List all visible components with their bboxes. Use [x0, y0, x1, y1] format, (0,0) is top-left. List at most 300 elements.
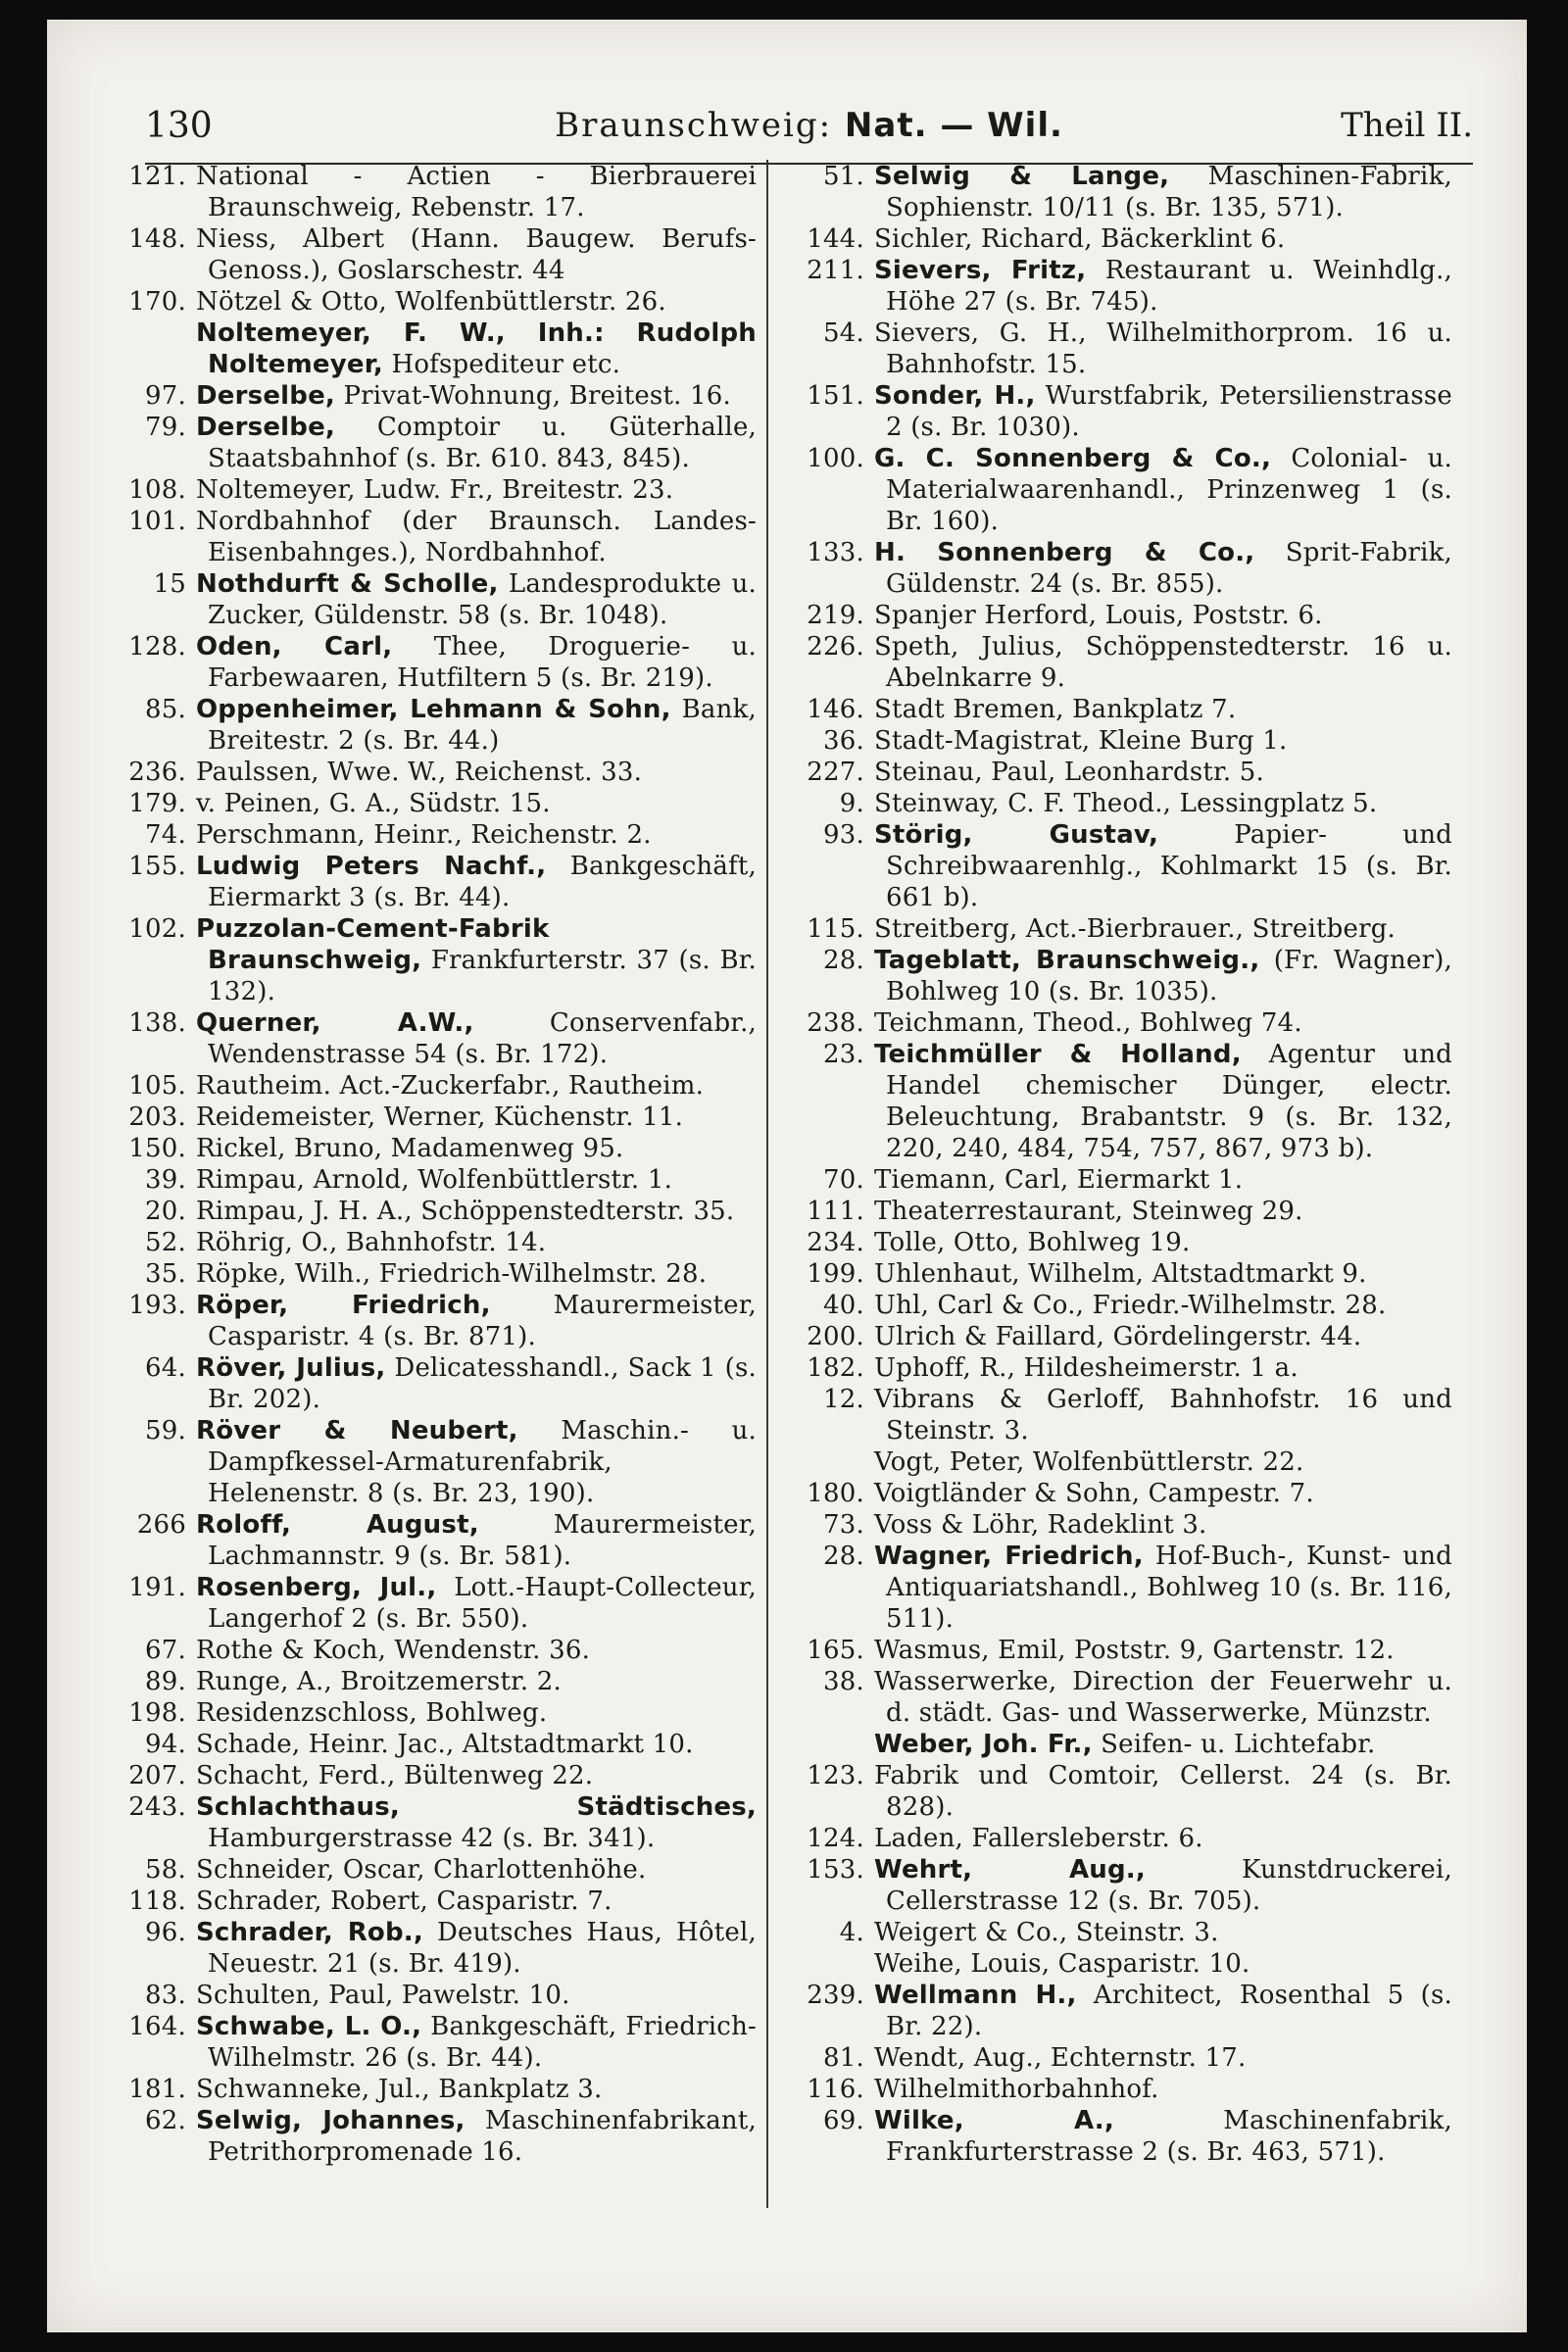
entry-text — [196, 2074, 757, 2105]
entry-number: 105. — [128, 1071, 186, 1101]
entry-name: Schrader, Rob., — [196, 1918, 423, 1947]
entry-details: Bankgeschäft, Friedrich-Wilhelmstr. 26 (s. Br. 44). — [208, 2012, 757, 2073]
directory-entry — [776, 1823, 1452, 1854]
entry-details: Uhlenhaut, Wilhelm, Altstadtmarkt 9. — [874, 1259, 1367, 1289]
directory-entry — [98, 1102, 757, 1133]
entry-text — [874, 1823, 1452, 1854]
entry-details: Rautheim. Act.-Zuckerfabr., Rautheim. — [196, 1071, 705, 1101]
directory-entry — [776, 1352, 1452, 1384]
directory-entry — [98, 1886, 757, 1917]
entry-name: Nothdurft & Scholle, — [196, 569, 499, 599]
entry-details: Schacht, Ferd., Bültenweg 22. — [196, 1761, 594, 1790]
entry-number — [776, 1729, 874, 1760]
entry-text — [874, 1352, 1452, 1384]
entry-name: Noltemeyer, F. W., Inh.: Rudolph Noltemeyer, — [196, 318, 757, 379]
directory-entry — [98, 1070, 757, 1102]
entry-number: 198. — [128, 1698, 186, 1728]
entry-name: Röper, Friedrich, — [196, 1291, 491, 1320]
right-column — [776, 161, 1452, 2168]
entry-text — [874, 1290, 1452, 1321]
entry-number: 96. — [145, 1918, 186, 1947]
entry-text — [874, 631, 1452, 694]
entry-details: Nötzel & Otto, Wolfenbüttlerstr. 26. — [196, 287, 666, 317]
entry-text — [196, 286, 757, 318]
entry-details: Residenzschloss, Bohlweg. — [196, 1698, 548, 1728]
entry-name: Sonder, H., — [874, 381, 1036, 411]
entry-number: 199. — [807, 1259, 864, 1289]
directory-entry — [776, 1980, 1452, 2042]
entry-number: 155. — [128, 852, 186, 881]
entry-number: 81. — [823, 2043, 864, 2073]
entry-details: Rimpau, Arnold, Wolfenbüttlerstr. 1. — [196, 1165, 673, 1195]
entry-details: Schade, Heinr. Jac., Altstadtmarkt 10. — [196, 1730, 694, 1759]
directory-entry — [98, 161, 757, 223]
directory-entry — [98, 1854, 757, 1886]
entry-name: Störig, Gustav, — [874, 820, 1159, 850]
entry-text — [196, 1760, 757, 1791]
directory-entry — [776, 1321, 1452, 1352]
entry-details: Steinau, Paul, Leonhardstr. 5. — [874, 758, 1264, 787]
entry-number: 93. — [823, 820, 864, 850]
entry-name: Selwig & Lange, — [874, 162, 1170, 191]
directory-entry — [98, 412, 757, 474]
running-title — [145, 106, 1473, 145]
entry-text — [874, 1321, 1452, 1352]
entry-details: Conservenfabr., Wendenstrasse 54 (s. Br. 172). — [208, 1008, 757, 1069]
entry-details: Hofspediteur etc. — [391, 350, 621, 379]
directory-entry — [776, 2074, 1452, 2105]
entry-number: 94. — [145, 1730, 186, 1759]
directory-entry — [776, 1164, 1452, 1196]
entry-number: 121. — [128, 162, 186, 191]
entry-number: 151. — [807, 381, 864, 411]
entry-name: Puzzolan-Cement-Fabrik Braunschweig, — [196, 914, 550, 975]
entry-number: 144. — [807, 224, 864, 254]
entry-text — [196, 223, 757, 286]
entry-details: Schwanneke, Jul., Bankplatz 3. — [196, 2075, 603, 2104]
entry-text — [196, 851, 757, 913]
directory-entry — [98, 2011, 757, 2074]
entry-number: 170. — [128, 287, 186, 317]
entry-number: 219. — [807, 601, 864, 630]
entry-name: Schlachthaus, Städtisches, — [196, 1792, 757, 1822]
entry-details: Maschinenfabrikant, Petrithorpromenade 16. — [208, 2106, 757, 2167]
entry-name: Tageblatt, Braunschweig., — [874, 946, 1260, 975]
entry-text — [196, 2011, 757, 2074]
entry-details: Tiemann, Carl, Eiermarkt 1. — [874, 1165, 1244, 1195]
directory-entry — [98, 506, 757, 568]
entry-text — [196, 1509, 757, 1572]
entry-number: 51. — [823, 162, 864, 191]
entry-text — [874, 223, 1452, 255]
entry-number: 9. — [839, 789, 864, 818]
entry-text — [874, 1635, 1452, 1666]
entry-text — [874, 1948, 1452, 1980]
entry-details: Privat-Wohnung, Breitest. 16. — [343, 381, 731, 411]
directory-entry — [98, 1729, 757, 1760]
entry-text — [196, 913, 757, 1007]
entry-text — [874, 1854, 1452, 1917]
entry-number: 111. — [807, 1197, 864, 1226]
entry-number: 180. — [807, 1479, 864, 1508]
directory-entry — [776, 913, 1452, 945]
entry-number: 207. — [128, 1761, 186, 1790]
directory-entry — [776, 1854, 1452, 1917]
directory-entry — [98, 1290, 757, 1352]
entry-number: 165. — [807, 1636, 864, 1665]
directory-entry — [98, 1133, 757, 1164]
entry-text — [196, 1164, 757, 1196]
entry-text — [874, 318, 1452, 380]
entry-details: Agentur und Handel chemischer Dünger, electr. Beleuchtung, Brabantstr. 9 (s. Br. 132, 220, 240, 484, 754, 757, 867, 973 b). — [886, 1040, 1452, 1163]
entry-details: Tolle, Otto, Bohlweg 19. — [874, 1228, 1191, 1257]
directory-entry — [776, 1541, 1452, 1635]
directory-entry — [776, 1290, 1452, 1321]
entry-number: 238. — [807, 1008, 864, 1038]
entry-text — [874, 1007, 1452, 1039]
directory-entry — [776, 757, 1452, 788]
entry-text — [874, 2074, 1452, 2105]
directory-entry — [776, 600, 1452, 631]
entry-number: 191. — [128, 1573, 186, 1602]
entry-details: Laden, Fallersleberstr. 6. — [874, 1824, 1203, 1853]
entry-number: 85. — [145, 695, 186, 724]
entry-name: Röver, Julius, — [196, 1353, 386, 1383]
entry-number: 203. — [128, 1102, 186, 1132]
entry-details: Bank, Breitestr. 2 (s. Br. 44.) — [208, 695, 757, 756]
entry-name: Ludwig Peters Nachf., — [196, 852, 547, 881]
entry-number: 23. — [823, 1040, 864, 1069]
directory-entry — [98, 851, 757, 913]
entry-details: Seifen- u. Lichtefabr. — [1101, 1730, 1376, 1759]
entry-text — [196, 1980, 757, 2011]
entry-text — [196, 1227, 757, 1258]
directory-entry — [98, 474, 757, 506]
entry-details: Deutsches Haus, Hôtel, Neuestr. 21 (s. Br. 419). — [208, 1918, 757, 1979]
directory-entry — [98, 380, 757, 412]
entry-details: Perschmann, Heinr., Reichenstr. 2. — [196, 820, 652, 850]
entry-details: Weihe, Louis, Casparistr. 10. — [874, 1949, 1250, 1979]
alphabet-range: Nat. — Wil. — [844, 106, 1063, 145]
entry-details: Stadt Bremen, Bankplatz 7. — [874, 695, 1237, 724]
entry-details: Wasserwerke, Direction der Feuerwehr u. d. städt. Gas- und Wasserwerke, Münzstr. — [874, 1667, 1452, 1728]
entry-number: 89. — [145, 1667, 186, 1696]
entry-text — [196, 1133, 757, 1164]
entry-text — [874, 2105, 1452, 2168]
entry-text — [196, 1791, 757, 1854]
entry-details: Sievers, G. H., Wilhelmithorprom. 16 u. Bahnhofstr. 15. — [874, 318, 1452, 379]
entry-number: 124. — [807, 1824, 864, 1853]
entry-number: 108. — [128, 475, 186, 505]
entry-number: 118. — [128, 1886, 186, 1916]
entry-number: 28. — [823, 946, 864, 975]
entry-name: Schwabe, L. O., — [196, 2012, 422, 2041]
entry-text — [196, 1666, 757, 1697]
directory-entry — [98, 631, 757, 694]
entry-name: Derselbe, — [196, 413, 335, 442]
entry-number: 234. — [807, 1228, 864, 1257]
entry-details: Thee, Droguerie- u. Farbewaaren, Hutfiltern 5 (s. Br. 219). — [208, 632, 757, 693]
entry-text — [874, 819, 1452, 913]
entry-number: 62. — [145, 2106, 186, 2135]
entry-text — [874, 600, 1452, 631]
entry-number: 153. — [807, 1855, 864, 1885]
entry-details: Wasmus, Emil, Poststr. 9, Gartenstr. 12. — [874, 1636, 1395, 1665]
directory-entry — [776, 1446, 1452, 1478]
entry-details: Schrader, Robert, Casparistr. 7. — [196, 1886, 612, 1916]
directory-entry — [98, 694, 757, 757]
entry-number — [98, 318, 196, 380]
entry-text — [874, 1478, 1452, 1509]
directory-entry — [776, 1917, 1452, 1948]
entry-number: 40. — [823, 1291, 864, 1320]
entry-text — [874, 2042, 1452, 2074]
entry-text — [874, 1541, 1452, 1635]
entry-text — [196, 631, 757, 694]
entry-number: 227. — [807, 758, 864, 787]
entry-name: Wagner, Friedrich, — [874, 1542, 1144, 1571]
directory-entry — [776, 694, 1452, 725]
entry-text — [874, 255, 1452, 318]
entry-text — [874, 945, 1452, 1007]
directory-entry — [776, 537, 1452, 600]
entry-text — [196, 1290, 757, 1352]
directory-entry — [776, 1007, 1452, 1039]
entry-number: 226. — [807, 632, 864, 662]
entry-text — [196, 1917, 757, 1980]
entry-text — [196, 1102, 757, 1133]
directory-entry — [776, 788, 1452, 819]
entry-details: Sichler, Richard, Bäckerklint 6. — [874, 224, 1286, 254]
entry-text — [196, 1352, 757, 1415]
entry-details: Ulrich & Faillard, Gördelingerstr. 44. — [874, 1322, 1362, 1351]
entry-details: Sprit-Fabrik, Güldenstr. 24 (s. Br. 855). — [886, 538, 1453, 599]
entry-number: 70. — [823, 1165, 864, 1195]
directory-entry — [776, 1478, 1452, 1509]
entry-text — [196, 694, 757, 757]
directory-entry — [98, 1635, 757, 1666]
directory-entry — [98, 568, 757, 631]
entry-text — [874, 788, 1452, 819]
entry-name: Roloff, August, — [196, 1510, 479, 1540]
entry-number — [776, 1446, 874, 1478]
entry-text — [196, 1070, 757, 1102]
entry-number: 54. — [823, 318, 864, 348]
entry-details: Restaurant u. Weinhdlg., Höhe 27 (s. Br. 745). — [886, 256, 1452, 317]
entry-text — [196, 1007, 757, 1070]
entry-number: 102. — [128, 914, 186, 944]
entry-details: Landesprodukte u. Zucker, Güldenstr. 58 (s. Br. 1048). — [208, 569, 757, 630]
directory-entry — [776, 1196, 1452, 1227]
entry-name: Wilke, A., — [874, 2106, 1114, 2135]
directory-entry — [776, 161, 1452, 223]
directory-entry — [98, 1666, 757, 1697]
entry-details: Uphoff, R., Hildesheimerstr. 1 a. — [874, 1353, 1298, 1383]
entry-number: 115. — [807, 914, 864, 944]
entry-number: 28. — [823, 1542, 864, 1571]
entry-text — [196, 506, 757, 568]
entry-number: 67. — [145, 1636, 186, 1665]
entry-details: Vogt, Peter, Wolfenbüttlerstr. 22. — [874, 1447, 1304, 1477]
entry-details: Röpke, Wilh., Friedrich-Wilhelmstr. 28. — [196, 1259, 708, 1289]
directory-entry — [98, 788, 757, 819]
directory-entry — [776, 443, 1452, 537]
entry-name: Wellmann H., — [874, 1981, 1077, 2010]
directory-entry — [98, 2074, 757, 2105]
entry-text — [196, 819, 757, 851]
entry-text — [196, 1572, 757, 1635]
entry-details: Uhl, Carl & Co., Friedr.-Wilhelmstr. 28. — [874, 1291, 1387, 1320]
entry-details: Nordbahnhof (der Braunsch. Landes-Eisenbahnges.), Nordbahnhof. — [196, 507, 757, 567]
entry-number: 4. — [839, 1918, 864, 1947]
entry-details: Lott.-Haupt-Collecteur, Langerhof 2 (s. Br. 550). — [208, 1573, 757, 1634]
entry-number: 38. — [823, 1667, 864, 1696]
entry-details: Vibrans & Gerloff, Bahnhofstr. 16 und Steinstr. 3. — [874, 1385, 1452, 1446]
entry-text — [874, 537, 1452, 600]
entry-name: Teichmüller & Holland, — [874, 1040, 1242, 1069]
entry-number: 193. — [128, 1291, 186, 1320]
entry-text — [874, 161, 1452, 223]
entry-number: 236. — [128, 758, 186, 787]
entry-number: 243. — [128, 1792, 186, 1822]
directory-entry — [776, 819, 1452, 913]
entry-text — [874, 1196, 1452, 1227]
entry-text — [874, 913, 1452, 945]
entry-details: Schulten, Paul, Pawelstr. 10. — [196, 1981, 570, 2010]
directory-entry — [98, 1007, 757, 1070]
entry-details: Noltemeyer, Ludw. Fr., Breitestr. 23. — [196, 475, 674, 505]
directory-entry — [98, 757, 757, 788]
directory-entry — [98, 1164, 757, 1196]
entry-text — [196, 2105, 757, 2168]
entry-number: 123. — [807, 1761, 864, 1790]
entry-details: Paulssen, Wwe. W., Reichenst. 33. — [196, 758, 643, 787]
entry-details: Maurermeister, Casparistr. 4 (s. Br. 871). — [208, 1291, 757, 1351]
entry-text — [874, 694, 1452, 725]
entry-text — [196, 161, 757, 223]
directory-entry — [776, 1039, 1452, 1164]
directory-entry — [776, 380, 1452, 443]
entry-text — [874, 1039, 1452, 1164]
entry-number: 211. — [807, 256, 864, 285]
entry-details: Streitberg, Act.-Bierbrauer., Streitberg. — [874, 914, 1396, 944]
entry-text — [196, 1196, 757, 1227]
entry-details: v. Peinen, G. A., Südstr. 15. — [196, 789, 551, 818]
directory-entry — [98, 1415, 757, 1509]
directory-entry — [98, 1791, 757, 1854]
directory-entry — [98, 2105, 757, 2168]
entry-details: Reidemeister, Werner, Küchenstr. 11. — [196, 1102, 684, 1132]
entry-number: 266 — [136, 1510, 186, 1540]
entry-details: Teichmann, Theod., Bohlweg 74. — [874, 1008, 1302, 1038]
entry-number: 101. — [128, 507, 186, 536]
directory-entry — [776, 1227, 1452, 1258]
entry-details: Maschinen-Fabrik, Sophienstr. 10/11 (s. Br. 135, 571). — [886, 162, 1452, 222]
entry-number: 79. — [145, 413, 186, 442]
directory-entry — [98, 223, 757, 286]
entry-number: 52. — [145, 1228, 186, 1257]
entry-number: 36. — [823, 726, 864, 756]
entry-number — [776, 1948, 874, 1980]
page-number: 130 — [145, 106, 213, 146]
directory-entry — [776, 1635, 1452, 1666]
entry-details: Fabrik und Comtoir, Cellerst. 24 (s. Br. 828). — [874, 1761, 1452, 1822]
entry-number: 83. — [145, 1981, 186, 2010]
entry-details: Delicatesshandl., Sack 1 (s. Br. 202). — [208, 1353, 757, 1414]
directory-entry — [98, 1509, 757, 1572]
directory-entry — [776, 2042, 1452, 2074]
directory-entry — [776, 1729, 1452, 1760]
entry-number: 12. — [823, 1385, 864, 1414]
directory-entry — [776, 631, 1452, 694]
entry-name: Weber, Joh. Fr., — [874, 1730, 1093, 1759]
entry-name: Wehrt, Aug., — [874, 1855, 1146, 1885]
entry-text — [874, 1509, 1452, 1541]
entry-details: Papier- und Schreibwaarenhlg., Kohlmarkt 15 (s. Br. 661 b). — [886, 820, 1452, 912]
entry-number: 133. — [807, 538, 864, 567]
directory-entry — [98, 1980, 757, 2011]
city-label: Braunschweig: — [555, 106, 833, 145]
entry-text — [196, 1415, 757, 1509]
entry-text — [874, 1760, 1452, 1823]
entry-text — [874, 1666, 1452, 1729]
entry-details: Runge, A., Broitzemerstr. 2. — [196, 1667, 563, 1696]
directory-entry — [98, 1697, 757, 1729]
entry-name: G. C. Sonnenberg & Co., — [874, 444, 1272, 473]
entry-text — [874, 443, 1452, 537]
entry-number: 73. — [823, 1510, 864, 1540]
page-header — [145, 96, 1473, 155]
entry-text — [874, 1258, 1452, 1290]
entry-name: H. Sonnenberg & Co., — [874, 538, 1255, 567]
entry-details: Hof-Buch-, Kunst- und Antiquariatshandl., Bohlweg 10 (s. Br. 116, 511). — [886, 1542, 1452, 1634]
entry-text — [196, 1729, 757, 1760]
entry-details: Voss & Löhr, Radeklint 3. — [874, 1510, 1207, 1540]
entry-details: Maschin.- u. Dampfkessel-Armaturenfabrik, Helenenstr. 8 (s. Br. 23, 190). — [208, 1416, 758, 1508]
entry-text — [196, 788, 757, 819]
entry-details: Spanjer Herford, Louis, Poststr. 6. — [874, 601, 1323, 630]
entry-details: Maschinenfabrik, Frankfurterstrasse 2 (s. Br. 463, 571). — [886, 2106, 1452, 2167]
entry-number: 239. — [807, 1981, 864, 2010]
entry-details: Wilhelmithorbahnhof. — [874, 2075, 1159, 2104]
entry-text — [874, 757, 1452, 788]
directory-entry — [98, 1572, 757, 1635]
entry-number: 39. — [145, 1165, 186, 1195]
left-column — [98, 161, 757, 2168]
entry-details: Wurstfabrik, Petersilienstrasse 2 (s. Br. 1030). — [886, 381, 1452, 442]
entry-details: Hamburgerstrasse 42 (s. Br. 341). — [208, 1824, 656, 1853]
entry-number: 128. — [128, 632, 186, 662]
entry-text — [196, 1854, 757, 1886]
entry-number: 35. — [145, 1259, 186, 1289]
entry-number: 200. — [807, 1322, 864, 1351]
directory-entry — [776, 223, 1452, 255]
directory-entry — [776, 725, 1452, 757]
directory-entry — [98, 286, 757, 318]
directory-entry — [776, 1666, 1452, 1729]
directory-entry — [776, 1760, 1452, 1823]
entry-name: Rosenberg, Jul., — [196, 1573, 437, 1602]
entry-details: Rimpau, J. H. A., Schöppenstedterstr. 35. — [196, 1197, 735, 1226]
directory-entry — [776, 1509, 1452, 1541]
entry-number: 138. — [128, 1008, 186, 1038]
entry-text — [196, 474, 757, 506]
entry-details: Maurermeister, Lachmannstr. 9 (s. Br. 581). — [208, 1510, 757, 1571]
entry-name: Oppenheimer, Lehmann & Sohn, — [196, 695, 671, 724]
directory-entry — [776, 255, 1452, 318]
entry-number: 150. — [128, 1134, 186, 1163]
entry-number: 100. — [807, 444, 864, 473]
